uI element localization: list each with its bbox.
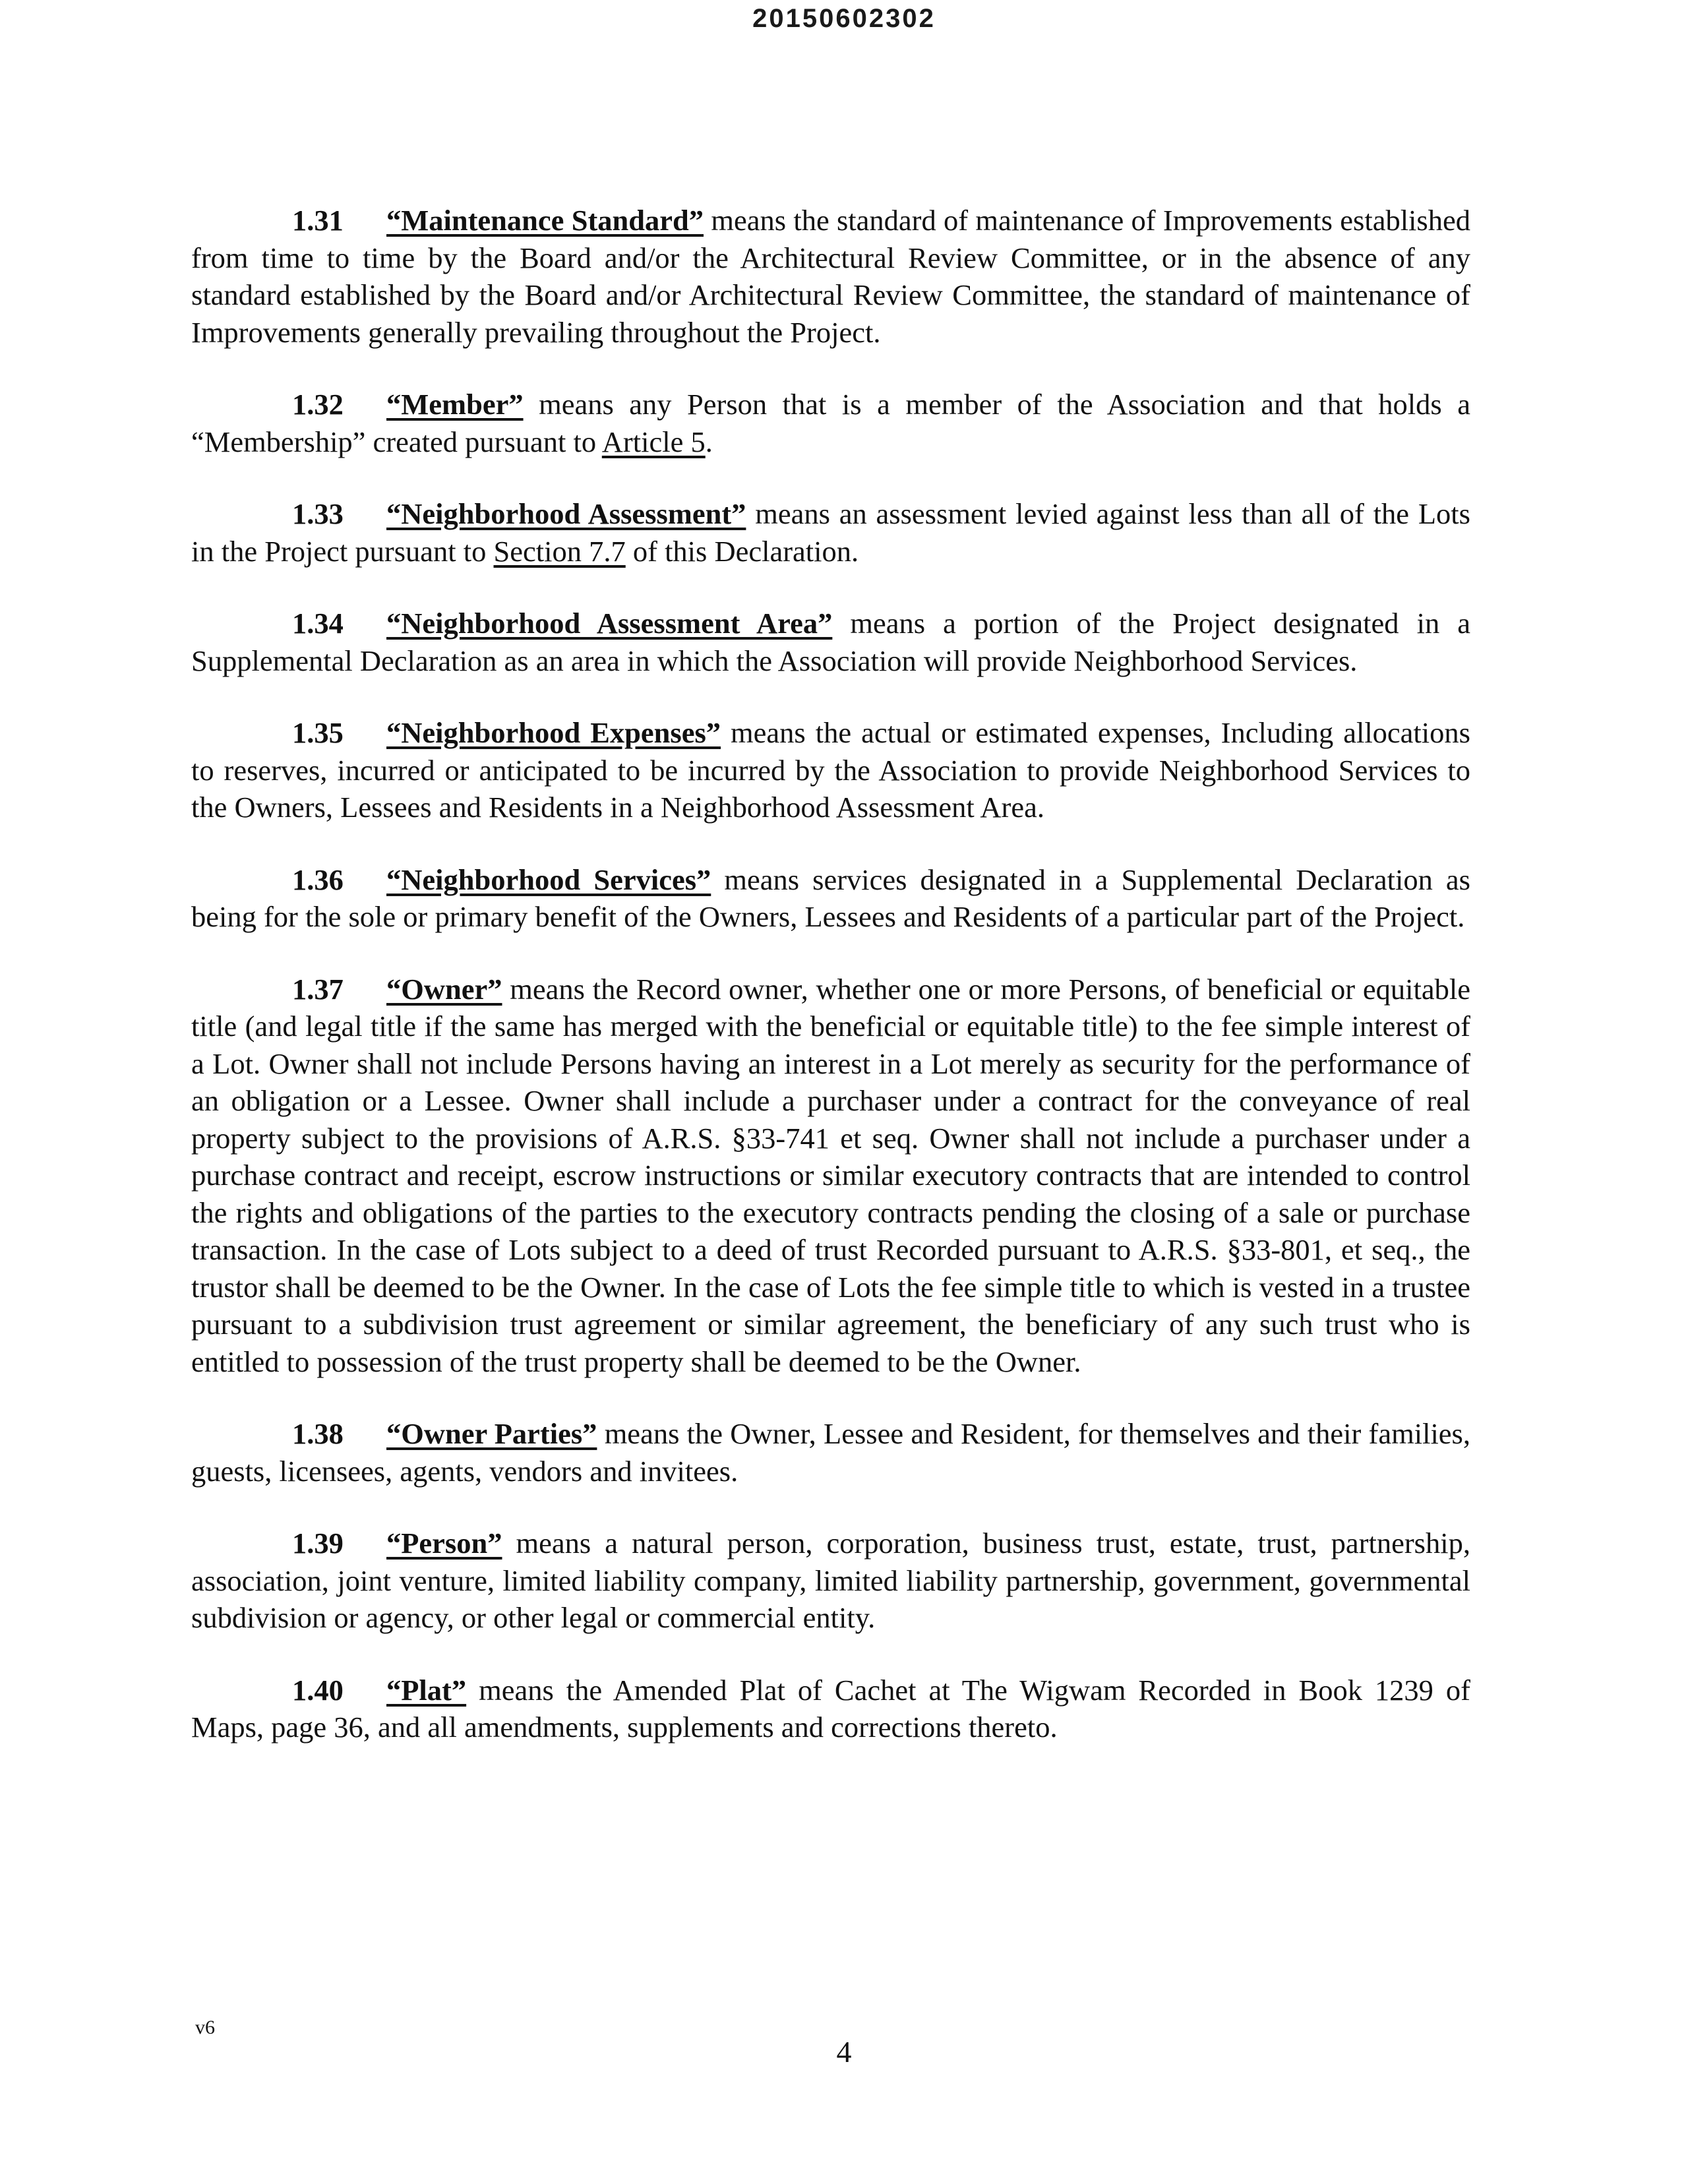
defined-term: “Maintenance Standard” (386, 204, 704, 237)
definition-text-after: of this Declaration. (625, 534, 859, 568)
definition-text: means an assessment levied against less than all of the Lots in the Project pursuant to (191, 497, 1470, 568)
defined-term: “Neighborhood Assessment Area” (386, 607, 833, 640)
section-number: 1.33 (292, 497, 344, 530)
section-number: 1.32 (292, 388, 344, 421)
version-label: v6 (195, 2017, 215, 2038)
cross-reference: Article 5 (601, 425, 706, 458)
definition-1-39 (191, 1525, 1470, 1637)
definition-text: means the Owner, Lessee and Resident, for themselves and their families, guests, licensees, agents, vendors and invitees. (191, 1417, 1471, 1488)
defined-term: “Plat” (386, 1673, 467, 1707)
definition-1-32 (191, 386, 1470, 460)
section-number: 1.38 (292, 1417, 344, 1450)
defined-term: “Member” (386, 388, 524, 421)
document-number: 20150602302 (752, 4, 936, 33)
definition-text: means the Record owner, whether one or more Persons, of beneficial or equitable title (and legal title if the same has merged with the beneficial or equitable title) to the fee simple interest of a Lot. Owner shall not include Persons having an interest in a Lot merely as security for the performance of an obligation or a Lessee. Owner shall include a purchaser under a contract for the conveyance of real property subject to the provisions of A.R.S. §33-741 et seq. Owner shall not include a purchaser under a purchase contract and receipt, escrow instructions or similar executory contracts that are intended to control the rights and obligations of the parties to the executory contracts pending the closing of a sale or purchase transaction. In the case of Lots subject to a deed of trust Recorded pursuant to A.R.S. §33-801, et seq., the trustor shall be deemed to be the Owner. In the case of Lots the fee simple title to which is vested in a trustee pursuant to a subdivision trust agreement or similar agreement, the beneficiary of any such trust who is entitled to possession of the trust property shall be deemed to be the Owner. (191, 972, 1470, 1378)
definition-1-38 (191, 1415, 1470, 1490)
definition-text: means a natural person, corporation, business trust, estate, trust, partnership, association, joint venture, limited liability company, limited liability partnership, government, governmental subdivision or agency, or other legal or commercial entity. (191, 1527, 1470, 1634)
definition-text-after: . (705, 425, 713, 458)
document-body (191, 202, 1470, 1781)
section-number: 1.31 (292, 204, 344, 237)
defined-term: “Owner” (386, 972, 502, 1006)
definition-text: means any Person that is a member of the Association and that holds a “Membership” created pursuant to (191, 388, 1470, 458)
definition-1-35 (191, 714, 1470, 826)
definition-text: means the Amended Plat of Cachet at The Wigwam Recorded in Book 1239 of Maps, page 36, and all amendments, supplements and corrections thereto. (191, 1673, 1470, 1744)
definition-1-37 (191, 971, 1470, 1381)
definition-1-34 (191, 605, 1470, 679)
section-number: 1.40 (292, 1673, 344, 1707)
definition-1-36 (191, 861, 1470, 936)
defined-term: “Owner Parties” (386, 1417, 597, 1450)
defined-term: “Neighborhood Assessment” (386, 497, 746, 530)
section-number: 1.37 (292, 972, 344, 1006)
definition-1-33 (191, 495, 1470, 570)
section-number: 1.39 (292, 1527, 344, 1560)
section-number: 1.35 (292, 716, 344, 749)
defined-term: “Neighborhood Services” (386, 863, 711, 896)
page-number: 4 (836, 2035, 852, 2069)
section-number: 1.36 (292, 863, 344, 896)
definition-text: means the standard of maintenance of Improvements established from time to time by the Board and/or the Architectural Review Committee, or in the absence of any standard established by the Board and/or Architectural Review Committee, the standard of maintenance of Improvements generally prevailing throughout the Project. (191, 204, 1470, 349)
definition-text: means a portion of the Project designated in a Supplemental Declaration as an area in which the Association will provide Neighborhood Services. (191, 607, 1471, 677)
cross-reference: Section 7.7 (493, 534, 626, 568)
definition-1-31 (191, 202, 1470, 351)
definition-text: means the actual or estimated expenses, Including allocations to reserves, incurred or anticipated to be incurred by the Association to provide Neighborhood Services to the Owners, Lessees and Residents in a Neighborhood Assessment Area. (191, 716, 1470, 824)
section-number: 1.34 (292, 607, 344, 640)
defined-term: “Neighborhood Expenses” (386, 716, 721, 749)
definition-text: means services designated in a Supplemental Declaration as being for the sole or primary benefit of the Owners, Lessees and Residents of a particular part of the Project. (191, 863, 1470, 933)
definition-1-40 (191, 1672, 1470, 1746)
defined-term: “Person” (386, 1527, 502, 1560)
